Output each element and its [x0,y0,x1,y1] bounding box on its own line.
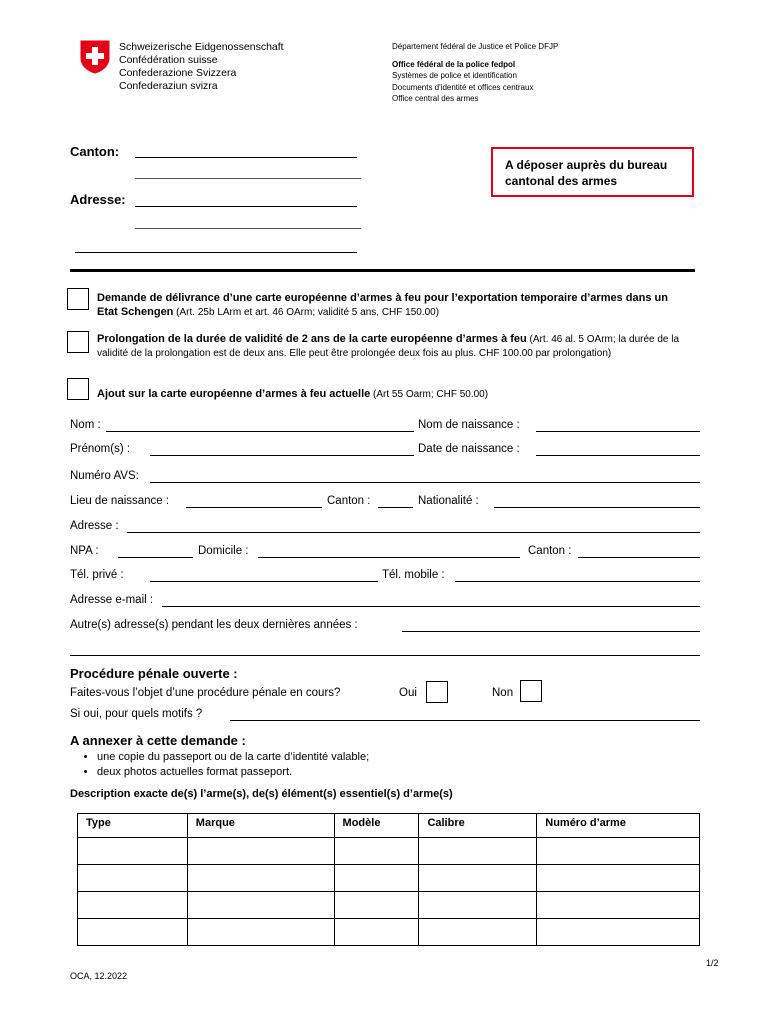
table-cell[interactable] [537,865,700,892]
table-cell[interactable] [419,892,537,919]
nom-label: Nom : [70,419,101,431]
adresse-input-line[interactable] [135,206,357,207]
prenoms-label: Prénom(s) : [70,443,131,455]
table-cell[interactable] [187,865,334,892]
avs-input[interactable] [150,482,700,483]
lieu-naissance-label: Lieu de naissance : [70,495,170,507]
column-header-modele: Modèle [334,814,419,838]
penal-title: Procédure pénale ouverte : [70,666,238,681]
column-header-numero: Numéro d’arme [537,814,700,838]
oui-label: Oui [399,687,417,699]
confederation-names [119,41,284,93]
oui-checkbox[interactable] [426,681,448,703]
domicile-input[interactable] [258,557,520,558]
table-cell[interactable] [78,838,188,865]
table-cell[interactable] [537,892,700,919]
table-cell[interactable] [419,865,537,892]
nationalite-input[interactable] [494,507,700,508]
npa-label: NPA : [70,545,99,557]
unit-line: Office central des armes [392,94,479,103]
table-cell[interactable] [187,892,334,919]
deposit-notice-box [491,147,694,197]
table-row [78,838,700,865]
adresse-field-label: Adresse : [70,520,119,532]
tel-mobile-input[interactable] [455,581,700,582]
option-prolongation-bold: Prolongation de la durée de validité de 2 ans de la carte européenne d’armes à feu [97,333,527,345]
unit-line: Systèmes de police et identification [392,71,517,80]
table-row [78,919,700,946]
table-cell[interactable] [78,865,188,892]
swiss-coat-of-arms-logo [80,40,110,74]
separator-line [70,269,695,272]
weapons-table [77,813,700,946]
adresse-field-input[interactable] [127,532,700,533]
canton2-label: Canton : [528,545,572,557]
autres-adresses-label: Autre(s) adresse(s) pendant les deux dernières années : [70,619,358,631]
table-cell[interactable] [334,919,419,946]
tel-prive-input[interactable] [150,581,378,582]
nom-naissance-label: Nom de naissance : [418,419,520,431]
table-row [78,865,700,892]
department-block [392,41,558,105]
table-cell[interactable] [187,919,334,946]
annex-list [70,750,369,780]
nom-input[interactable] [106,431,414,432]
autres-adresses-input[interactable] [402,631,700,632]
tel-prive-label: Tél. privé : [70,569,124,581]
avs-label: Numéro AVS: [70,470,139,482]
non-checkbox[interactable] [520,680,542,702]
option-ajout-detail: (Art 55 Oarm; CHF 50.00) [370,389,489,400]
adresse-label: Adresse: [70,192,126,207]
option-ajout-bold: Ajout sur la carte européenne d’armes à feu actuelle [97,388,371,400]
adresse-input-line-2[interactable] [135,228,361,229]
option-prolongation-text [97,333,687,360]
deposit-notice-text: A déposer auprès du bureau cantonal des armes [505,158,668,188]
option-checkbox-schengen[interactable] [67,288,89,310]
lieu-naissance-input[interactable] [186,507,322,508]
confederation-line: Confederaziun svizra [119,80,218,92]
tel-mobile-label: Tél. mobile : [382,569,445,581]
annex-title: A annexer à cette demande : [70,733,246,748]
description-title: Description exacte de(s) l’arme(s), de(s) élément(s) essentiel(s) d’arme(s) [70,788,453,800]
autres-adresses-input-2[interactable] [70,655,700,656]
table-cell[interactable] [419,838,537,865]
column-header-type: Type [78,814,188,838]
domicile-label: Domicile : [198,545,249,557]
option-prolongation-detail: (Art. 46 al. 5 OArm; la durée de la validité de la prolongation est de deux ans. Elle peut être prolongée deux fois au plus. CHF 100.00 par prolongation) [97,334,680,359]
table-cell[interactable] [334,838,419,865]
department-name: Département fédéral de Justice et Police DFJP [392,42,559,51]
canton-field-label: Canton : [327,495,371,507]
nom-naissance-input[interactable] [536,431,700,432]
footer-version: OCA, 12.2022 [70,971,128,981]
penal-question: Faites-vous l’objet d’une procédure pénale en cours? [70,687,341,699]
confederation-line: Confederazione Svizzera [119,67,237,79]
npa-input[interactable] [118,557,193,558]
email-input[interactable] [162,606,700,607]
table-cell[interactable] [187,838,334,865]
confederation-line: Schweizerische Eidgenossenschaft [119,41,284,53]
table-cell[interactable] [334,892,419,919]
option-schengen-detail: (Art. 25b LArm et art. 46 OArm; validité 5 ans, CHF 150.00) [173,306,440,318]
confederation-line: Confédération suisse [119,54,218,66]
table-row [78,892,700,919]
column-header-calibre: Calibre [419,814,537,838]
option-checkbox-ajout[interactable] [67,378,89,400]
unit-line: Documents d'identité et offices centraux [392,82,534,92]
prenoms-input[interactable] [150,455,414,456]
page-number: 1/2 [706,958,719,968]
table-cell[interactable] [334,865,419,892]
column-header-marque: Marque [187,814,334,838]
canton-input-line[interactable] [135,157,357,158]
option-checkbox-prolongation[interactable] [67,331,89,353]
canton-label: Canton: [70,144,120,159]
canton2-input[interactable] [578,557,700,558]
non-label: Non [492,687,514,699]
canton-input-line-2[interactable] [135,178,361,179]
table-cell[interactable] [537,838,700,865]
motifs-label: Si oui, pour quels motifs ? [70,708,203,720]
option-ajout-text [97,388,687,402]
table-header-row [78,814,700,838]
motifs-input[interactable] [230,720,700,721]
email-label: Adresse e-mail : [70,594,154,606]
table-cell[interactable] [78,919,188,946]
annex-item: • une copie du passeport ou de la carte d’identité valable; [97,750,369,765]
table-cell[interactable] [419,919,537,946]
table-cell[interactable] [78,892,188,919]
table-cell[interactable] [537,919,700,946]
nationalite-label: Nationalité : [418,495,479,507]
adresse-input-line-3[interactable] [75,252,357,253]
option-schengen-text [97,292,687,319]
option-schengen-bold: Demande de délivrance d’une carte européenne d’armes à feu pour l’exportation temporaire d’armes dans un Etat Schengen [97,292,668,318]
canton-field-input[interactable] [378,507,413,508]
office-name: Office fédéral de la police fedpol [392,59,516,69]
annex-item: • deux photos actuelles format passeport. [97,765,369,780]
date-naissance-input[interactable] [536,455,700,456]
date-naissance-label: Date de naissance : [418,443,520,455]
